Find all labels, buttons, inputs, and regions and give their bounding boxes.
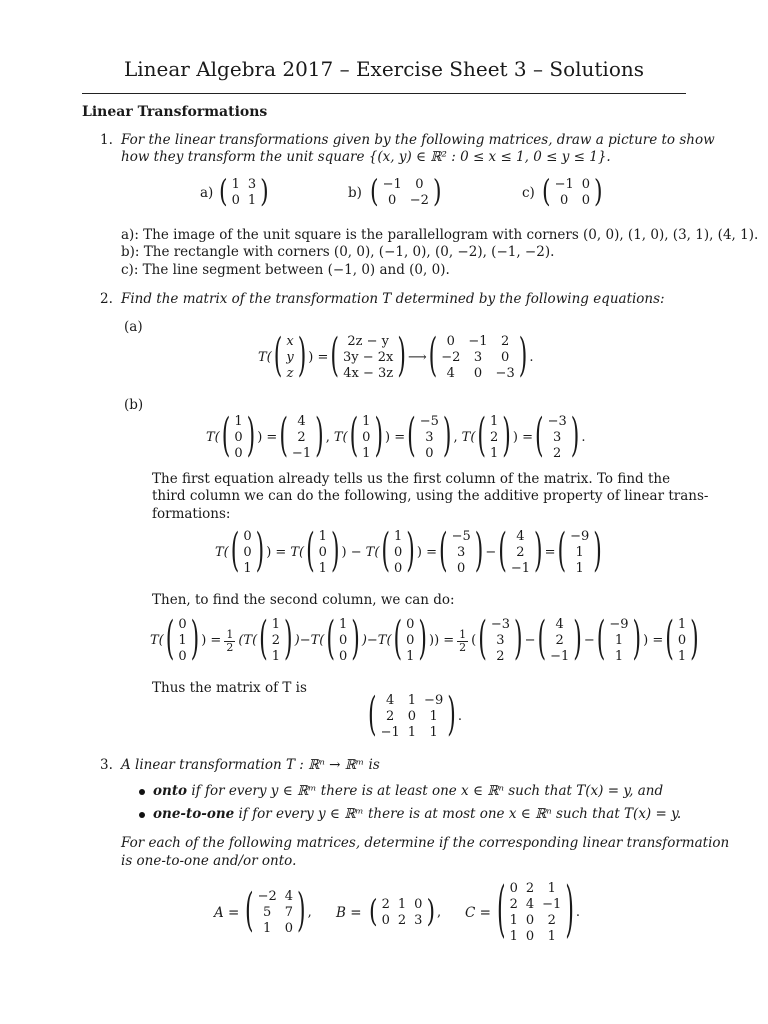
- matrix-C-label: C =: [465, 905, 491, 921]
- q2b-second-col-val-2-right-paren: ): [573, 614, 582, 666]
- q2a-input-vector-entry: y: [286, 350, 294, 365]
- T-symbol: T(: [258, 350, 272, 365]
- T-symbol: T(: [215, 545, 229, 560]
- q2b-output-1-entry: 4: [297, 414, 306, 429]
- q2a-result-matrix-entry: −2: [441, 350, 461, 365]
- q2b-third-col-val-1-entry: 3: [457, 545, 466, 560]
- q2b-output-2-entry: 0: [425, 446, 434, 461]
- q1-label-b: b): [348, 185, 362, 201]
- q2-final-matrix-entry: −1: [380, 725, 400, 740]
- q2b-second-col-val-2-entry: 2: [555, 633, 564, 648]
- q2a-result-matrix-entry: 3: [473, 350, 483, 365]
- q3-task-line2: is one-to-one and/or onto.: [121, 853, 297, 869]
- q3-number: 3.: [100, 757, 113, 773]
- q2b-third-col-result-entry: 1: [575, 561, 584, 576]
- q2a-result-matrix-entry: 0: [500, 350, 510, 365]
- q2b-third-col-term-2-entry: 0: [394, 545, 403, 560]
- q2-part-a-label: (a): [124, 319, 143, 335]
- q2b-input-3-entry: 1: [490, 446, 499, 461]
- q1-matrix-c: [542, 177, 603, 209]
- q2b-output-3-left-paren: (: [534, 411, 544, 463]
- q3-onto-line: [153, 782, 663, 800]
- q2b-second-col-result-entry: 0: [677, 633, 687, 648]
- q2b-e2-vector-entry: 0: [178, 617, 187, 632]
- q2-b-text-5: Thus the matrix of T is: [152, 680, 307, 696]
- matrix-A-entry: −2: [257, 889, 277, 904]
- q2a-result-matrix-entry: −3: [495, 366, 515, 381]
- q2a-input-vector-left-paren: (: [273, 331, 283, 383]
- q2b-second-column-equation: [148, 614, 699, 666]
- q3-task-line1: For each of the following matrices, determine if the corresponding linear transformation: [121, 835, 730, 851]
- q2b-second-col-val-1: [478, 614, 523, 666]
- q1-matrix-a-row: [219, 177, 269, 209]
- q2a-result-matrix-left-paren: (: [428, 331, 438, 383]
- q3-onto-text: if for every y ∈ ℝᵐ there is at least one x ∈ ℝⁿ such that T(x) = y, and: [187, 783, 664, 799]
- q2b-third-col-term-1: [306, 526, 340, 578]
- one-half-2-numerator: 1: [459, 627, 467, 641]
- q2b-second-col-val-3-entry: 1: [614, 649, 624, 664]
- q2b-input-1-left-paren: (: [221, 411, 231, 463]
- q2b-third-col-val-2-left-paren: (: [498, 526, 507, 578]
- q2b-second-col-term-3-entry: 1: [406, 649, 415, 664]
- q1-matrix-a-left-paren: (: [219, 175, 228, 210]
- q2b-second-col-val-1-entry: 3: [496, 633, 505, 648]
- matrix-A: [245, 886, 306, 938]
- q2b-second-col-term-3-left-paren: (: [393, 614, 403, 666]
- q2b-third-column-equation: [213, 526, 602, 578]
- one-half-2: [457, 629, 468, 654]
- q2b-second-col-result-entry: 1: [677, 649, 687, 664]
- matrix-B-entry: 0: [414, 897, 423, 912]
- matrix-A-label: A =: [214, 905, 240, 921]
- q1-prompt-line2: how they transform the unit square {(x, y) ∈ ℝ² : 0 ≤ x ≤ 1, 0 ≤ y ≤ 1}.: [121, 149, 611, 165]
- q2b-third-col-result: [557, 526, 602, 578]
- q2a-result-matrix-entry: 0: [473, 366, 483, 381]
- q2-b-text-3: formations:: [152, 506, 231, 522]
- q2b-e2-vector-entry: 1: [178, 633, 187, 648]
- q2b-third-col-term-2-left-paren: (: [381, 526, 390, 578]
- matrix-C-entry: 1: [547, 929, 556, 944]
- one-half-numerator: 1: [226, 627, 234, 641]
- q2a-result-matrix-entry: 4: [446, 366, 455, 381]
- comma: ,: [453, 430, 458, 445]
- q2-final-matrix-left-paren: (: [368, 690, 377, 742]
- q2b-second-col-val-1-left-paren: (: [478, 614, 487, 666]
- q2b-second-col-term-2: [326, 614, 360, 666]
- matrix-A-entry: 1: [263, 921, 272, 936]
- q2-final-matrix-entry: 1: [429, 709, 438, 724]
- q2a-output-vector-entry: 3y − 2x: [343, 350, 394, 365]
- q2b-e3-vector-left-paren: (: [230, 526, 240, 578]
- matrix-B-entry: 2: [381, 897, 390, 912]
- q1-matrix-b-entry: −2: [409, 193, 429, 208]
- q2b-input-2-entry: 0: [362, 430, 371, 445]
- matrix-B-entry: 1: [397, 897, 407, 912]
- q2b-input-3-left-paren: (: [477, 411, 486, 463]
- q2a-output-vector-entry: 4x − 3z: [343, 366, 394, 381]
- arrow-symbol: ⟶: [407, 350, 427, 365]
- q2a-equation: [256, 331, 535, 383]
- q2b-third-col-result-entry: −9: [570, 529, 590, 544]
- q2-final-matrix-entry: 1: [407, 693, 417, 708]
- q2b-second-col-term-3-entry: 0: [406, 617, 415, 632]
- q1-matrix-a-right-paren: ): [260, 175, 269, 210]
- matrix-B-entry: 0: [381, 913, 390, 928]
- equals-sign: ) =: [643, 633, 664, 648]
- matrix-B-entry: 3: [414, 913, 423, 928]
- q2b-input-1-right-paren: ): [246, 411, 256, 463]
- q2b-input-3: [477, 411, 511, 463]
- matrix-C-entry: 1: [547, 881, 556, 896]
- q3-one-to-one-term: one-to-one: [153, 806, 235, 822]
- q2a-result-matrix-entry: 0: [446, 334, 455, 349]
- q2b-second-col-term-1-entry: 2: [271, 633, 281, 648]
- minus-sign: ) −: [341, 545, 362, 560]
- q2b-output-3-entry: 2: [553, 446, 562, 461]
- matrix-C-left-paren: (: [497, 877, 506, 947]
- minus-sign: −: [485, 545, 497, 560]
- q2b-second-col-term-3: [393, 614, 427, 666]
- q1-matrix-b-entry: 0: [415, 177, 424, 192]
- q1-number: 1.: [100, 132, 113, 148]
- q2b-input-2-right-paren: ): [374, 411, 384, 463]
- q2b-third-col-term-1-entry: 0: [318, 545, 327, 560]
- q2-final-matrix-entry: 1: [407, 725, 417, 740]
- q2b-output-2-entry: 3: [425, 430, 434, 445]
- q2b-e3-vector-entry: 0: [243, 545, 252, 560]
- q1-matrix-b-left-paren: (: [370, 175, 379, 210]
- q2b-given-equations: [204, 411, 587, 463]
- comma: ,: [325, 430, 330, 445]
- matrix-B-label: B =: [336, 905, 362, 921]
- q2b-e2-vector-right-paren: ): [190, 614, 200, 666]
- matrix-C-entry: 0: [525, 929, 535, 944]
- q2a-input-vector: [273, 331, 307, 383]
- q2b-output-3-entry: −3: [547, 414, 567, 429]
- one-half-denominator: 2: [226, 640, 234, 654]
- q2b-second-col-term-1-entry: 1: [271, 617, 281, 632]
- T-symbol: (T(: [238, 633, 258, 648]
- q2b-third-col-val-2-entry: 2: [516, 545, 525, 560]
- q2b-e3-vector-entry: 1: [243, 561, 252, 576]
- q2-number: 2.: [100, 291, 113, 307]
- paren: (: [471, 633, 477, 648]
- matrix-A-entry: 0: [284, 921, 294, 936]
- q1-matrix-a-entry: 0: [231, 193, 240, 208]
- q2b-second-col-val-2-entry: −1: [550, 649, 570, 664]
- matrix-C-entry: 2: [547, 913, 556, 928]
- q2b-second-col-term-1-right-paren: ): [284, 614, 293, 666]
- q2b-second-col-val-2: [537, 614, 582, 666]
- q1-matrix-c-entry: 0: [560, 193, 569, 208]
- q2b-third-col-term-2-right-paren: ): [406, 526, 415, 578]
- T-symbol: T(: [150, 633, 164, 648]
- q2-b-text-1: The first equation already tells us the first column of the matrix. To find the: [152, 471, 671, 487]
- minus-sign: −: [583, 633, 595, 648]
- q1-answer-c: c): The line segment between (−1, 0) and (0, 0).: [121, 262, 450, 278]
- q2b-e2-vector: [165, 614, 200, 666]
- q2a-output-vector: [330, 331, 406, 383]
- q2b-third-col-result-left-paren: (: [557, 526, 567, 578]
- q2b-input-1-entry: 0: [234, 446, 243, 461]
- matrix-C-entry: 4: [525, 897, 535, 912]
- matrix-A-left-paren: (: [245, 886, 254, 938]
- period: .: [581, 430, 586, 445]
- T-symbol: T(: [461, 430, 476, 445]
- q2b-third-col-val-2-entry: 4: [516, 529, 525, 544]
- q1-matrix-c-right-paren: ): [594, 175, 603, 210]
- q2-final-matrix-entry: 1: [429, 725, 438, 740]
- q2b-second-col-result-right-paren: ): [690, 614, 699, 666]
- q2b-third-col-val-2-entry: −1: [510, 561, 531, 576]
- q2b-second-col-val-3-entry: −9: [609, 617, 629, 632]
- one-half: [224, 629, 235, 654]
- matrix-C-right-paren: ): [565, 877, 574, 947]
- equals-sign: )) =: [429, 633, 455, 648]
- q2-final-matrix: [368, 690, 456, 742]
- period: .: [575, 905, 581, 920]
- q2a-input-vector-entry: x: [286, 334, 294, 349]
- q2b-third-col-term-1-entry: 1: [318, 561, 327, 576]
- q2a-output-vector-right-paren: ): [397, 331, 406, 383]
- matrix-B-left-paren: (: [369, 895, 378, 930]
- q2b-input-2: [349, 411, 384, 463]
- bullet-one-to-one: [139, 812, 145, 818]
- q2b-output-3-entry: 3: [553, 430, 562, 445]
- q2b-e3-vector-entry: 0: [243, 529, 252, 544]
- q2b-second-col-val-1-entry: −3: [490, 617, 511, 632]
- period: .: [529, 350, 534, 365]
- q2b-output-1-right-paren: ): [315, 411, 324, 463]
- matrix-C-entry: 1: [509, 929, 518, 944]
- q2b-input-2-entry: 1: [362, 446, 371, 461]
- q2b-second-col-term-2-left-paren: (: [326, 614, 335, 666]
- matrix-B-row: [369, 897, 443, 929]
- q2a-result-matrix-entry: 2: [500, 334, 510, 349]
- q1-matrix-a: [219, 177, 269, 209]
- q2b-second-col-term-2-entry: 1: [338, 617, 348, 632]
- q2b-second-col-val-3-entry: 1: [614, 633, 624, 648]
- q2b-input-3-entry: 1: [490, 414, 499, 429]
- period: .: [457, 709, 462, 724]
- q2b-output-1: [279, 411, 324, 463]
- q1-matrix-c-row: [542, 177, 603, 209]
- q1-matrix-c-entry: 0: [581, 177, 591, 192]
- equals-sign: ) =: [201, 633, 222, 648]
- q1-matrix-c-entry: −1: [554, 177, 574, 192]
- T-symbol: )−T(: [294, 633, 325, 648]
- q2b-second-col-val-1-right-paren: ): [514, 614, 523, 666]
- q1-matrix-c-left-paren: (: [542, 175, 551, 210]
- q2b-third-col-term-2-entry: 1: [394, 529, 403, 544]
- q1-label-c: c): [522, 185, 535, 201]
- q1-label-a: a): [200, 185, 214, 201]
- q2b-third-col-val-1-left-paren: (: [438, 526, 448, 578]
- q2b-second-col-term-2-right-paren: ): [351, 614, 360, 666]
- q3-one-to-one-text: if for every y ∈ ℝᵐ there is at most one x ∈ ℝⁿ such that T(x) = y.: [234, 806, 682, 822]
- q1-answer-a: a): The image of the unit square is the parallellogram with corners (0, 0), (1, 0), (3, 1), (4, 1).: [121, 227, 759, 243]
- matrix-A-entry: 5: [263, 905, 272, 920]
- q2b-second-col-term-1-left-paren: (: [259, 614, 268, 666]
- T-symbol: T(: [206, 430, 220, 445]
- q2b-third-col-val-1-entry: 0: [457, 561, 466, 576]
- q2b-output-2-left-paren: (: [407, 411, 416, 463]
- q2b-e2-vector-entry: 0: [178, 649, 187, 664]
- q2b-input-3-right-paren: ): [502, 411, 511, 463]
- matrix-C-row: [497, 877, 582, 947]
- page-title: Linear Algebra 2017 – Exercise Sheet 3 – Solutions: [123, 57, 645, 81]
- q2-b-text-2: third column we can do the following, using the additive property of linear trans-: [152, 488, 709, 504]
- q2b-third-col-result-entry: 1: [575, 545, 584, 560]
- q2b-second-col-term-3-right-paren: ): [418, 614, 427, 666]
- q2b-third-col-term-2-entry: 0: [394, 561, 403, 576]
- q2b-third-col-result-right-paren: ): [593, 526, 602, 578]
- q2b-second-col-term-2-entry: 0: [338, 633, 348, 648]
- q2b-output-1-entry: −1: [291, 446, 312, 461]
- q1-answer-b: b): The rectangle with corners (0, 0), (−1, 0), (0, −2), (−1, −2).: [121, 244, 555, 260]
- q1-matrix-b-row: [370, 177, 442, 209]
- q2-prompt: Find the matrix of the transformation T determined by the following equations:: [121, 291, 665, 307]
- T-symbol: T(: [365, 545, 380, 560]
- q2a-output-vector-entry: 2z − y: [347, 334, 389, 349]
- q2a-output-vector-left-paren: (: [330, 331, 339, 383]
- T-symbol: )−T(: [361, 633, 392, 648]
- equals-sign: ) =: [512, 430, 533, 445]
- q2b-third-col-val-2: [498, 526, 543, 578]
- q2b-e3-vector-right-paren: ): [255, 526, 265, 578]
- q2b-second-col-val-2-left-paren: (: [537, 614, 547, 666]
- q2-part-b-label: (b): [124, 397, 144, 413]
- comma: ,: [437, 905, 442, 920]
- equals-sign: ) =: [416, 545, 437, 560]
- q1-matrix-b-entry: 0: [388, 193, 397, 208]
- matrix-A-entry: 4: [284, 889, 294, 904]
- equals-sign: ) =: [266, 545, 287, 560]
- q2b-second-col-val-1-entry: 2: [496, 649, 505, 664]
- matrix-C-entry: −1: [542, 897, 562, 912]
- q2b-e3-vector: [230, 526, 265, 578]
- q2b-third-col-term-1-entry: 1: [318, 529, 327, 544]
- q2b-third-col-term-1-right-paren: ): [330, 526, 340, 578]
- q2b-output-1-left-paren: (: [279, 411, 288, 463]
- matrix-C-entry: 0: [525, 913, 535, 928]
- matrix-C: [497, 877, 574, 947]
- q2-final-matrix-entry: −9: [424, 693, 444, 708]
- q2b-second-col-term-1: [259, 614, 293, 666]
- q3-one-to-one-line: [153, 805, 681, 823]
- q2a-result-matrix-right-paren: ): [518, 331, 528, 383]
- q1-matrix-b-entry: −1: [382, 177, 402, 192]
- matrix-A-right-paren: ): [297, 886, 306, 938]
- bullet-onto: [139, 789, 145, 795]
- q2-final-matrix-entry: 0: [407, 709, 417, 724]
- matrix-C-entry: 1: [509, 913, 518, 928]
- q1-matrix-a-entry: 3: [247, 177, 257, 192]
- matrix-B: [369, 897, 435, 929]
- q2b-output-2-right-paren: ): [442, 411, 452, 463]
- q2b-second-col-val-3-right-paren: ): [632, 614, 642, 666]
- q2-final-matrix-entry: 2: [386, 709, 395, 724]
- q2b-input-1: [221, 411, 256, 463]
- q2b-output-2: [407, 411, 452, 463]
- q2b-third-col-term-2: [381, 526, 415, 578]
- q2a-result-matrix: [428, 331, 528, 383]
- q3-onto-term: onto: [153, 783, 188, 799]
- matrix-A-entry: 7: [284, 905, 294, 920]
- q2b-third-col-val-1-entry: −5: [451, 529, 471, 544]
- q2b-second-col-term-2-entry: 0: [338, 649, 348, 664]
- q2b-output-3-right-paren: ): [570, 411, 580, 463]
- q2b-second-col-result: [665, 614, 699, 666]
- q2b-output-2-entry: −5: [419, 414, 439, 429]
- equals-sign: ) =: [257, 430, 278, 445]
- q2b-input-1-entry: 1: [234, 414, 243, 429]
- q2b-third-col-val-1: [438, 526, 484, 578]
- matrix-A-row: [245, 886, 314, 938]
- q2-final-matrix-entry: 4: [386, 693, 395, 708]
- q1-matrix-a-entry: 1: [231, 177, 240, 192]
- q2b-input-2-entry: 1: [362, 414, 371, 429]
- q1-matrix-c-entry: 0: [581, 193, 591, 208]
- q2b-second-col-term-1-entry: 1: [271, 649, 281, 664]
- q3-intro: A linear transformation T : ℝⁿ → ℝᵐ is: [121, 757, 380, 773]
- q2b-second-col-term-3-entry: 0: [406, 633, 415, 648]
- q2b-input-3-entry: 2: [490, 430, 499, 445]
- q2a-input-vector-right-paren: ): [297, 331, 307, 383]
- q2b-input-1-entry: 0: [234, 430, 243, 445]
- q2b-e2-vector-left-paren: (: [165, 614, 175, 666]
- matrix-B-entry: 2: [397, 913, 407, 928]
- T-symbol: T(: [333, 430, 348, 445]
- q2-final-matrix-row: [368, 690, 464, 742]
- q2b-second-col-result-left-paren: (: [665, 614, 674, 666]
- q2b-second-col-result-entry: 1: [677, 617, 687, 632]
- matrix-C-entry: 2: [509, 897, 518, 912]
- q1-prompt-line1: For the linear transformations given by the following matrices, draw a picture to show: [121, 132, 715, 148]
- title-rule: [82, 93, 686, 94]
- q1-matrix-a-entry: 1: [247, 193, 257, 208]
- equals-sign: ) =: [308, 350, 329, 365]
- equals-sign: =: [544, 545, 556, 560]
- q2-b-text-4: Then, to find the second column, we can do:: [152, 592, 455, 608]
- q2b-second-col-val-3: [596, 614, 642, 666]
- q2b-input-2-left-paren: (: [349, 411, 359, 463]
- q2b-third-col-val-1-right-paren: ): [474, 526, 484, 578]
- matrix-C-entry: 0: [509, 881, 518, 896]
- q2a-result-matrix-entry: −1: [468, 334, 488, 349]
- matrix-C-entry: 2: [525, 881, 535, 896]
- section-heading: Linear Transformations: [82, 104, 268, 120]
- q2b-third-col-term-1-left-paren: (: [306, 526, 315, 578]
- q1-matrix-b-right-paren: ): [432, 175, 442, 210]
- q2b-second-col-val-2-entry: 4: [555, 617, 564, 632]
- q2b-second-col-val-3-left-paren: (: [596, 614, 606, 666]
- T-symbol: T(: [290, 545, 305, 560]
- equals-sign: ) =: [385, 430, 406, 445]
- q2a-input-vector-entry: z: [286, 366, 294, 381]
- q2b-output-1-entry: 2: [297, 430, 306, 445]
- q1-matrix-b: [370, 177, 442, 209]
- matrix-B-right-paren: ): [426, 895, 436, 930]
- comma: ,: [307, 905, 312, 920]
- one-half-2-denominator: 2: [459, 640, 467, 654]
- minus-sign: −: [524, 633, 536, 648]
- q2-final-matrix-right-paren: ): [447, 690, 456, 742]
- q2b-output-3: [534, 411, 580, 463]
- q2b-third-col-val-2-right-paren: ): [534, 526, 543, 578]
